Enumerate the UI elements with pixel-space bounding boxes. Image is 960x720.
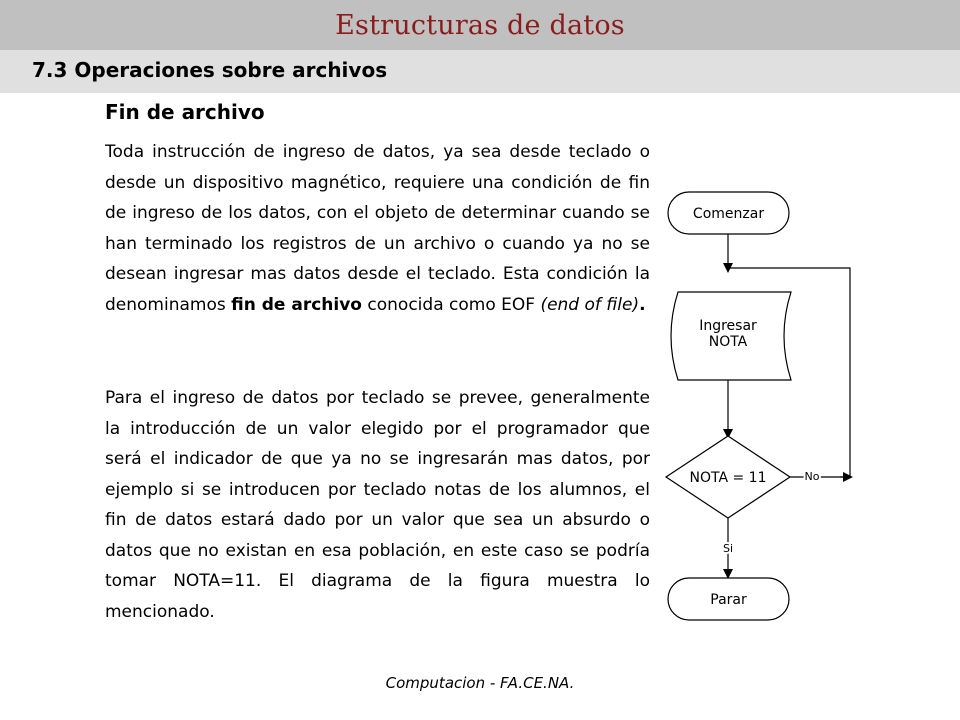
subtitle-bar [0,50,960,93]
flowchart-end-label: Parar [710,592,747,608]
para1-bold-term: fin de archivo [231,294,362,315]
flowchart-diagram [660,180,860,640]
flowchart-input-label-line2: NOTA [708,334,748,350]
flowchart-end-node [668,578,789,620]
flowchart-yes-label: Si [722,542,734,555]
paragraph-eof-definition [105,137,650,320]
flowchart-input-label-line1: Ingresar [699,318,757,334]
para1-text-end: . [639,294,646,315]
flowchart-start-node [668,192,789,234]
footer: Computacion - FA.CE.NA. [385,674,575,692]
flowchart-start-label: Comenzar [692,206,765,222]
paragraph-keyboard-input: Para el ingreso de datos por teclado se prevee, generalmente la introducción de un valor elegido por el programador que será el indicador de que ya no se ingresarán mas datos, por ejemplo si se introducen por teclado notas de los alumnos, el fin de datos estará dado por un valor que sea un absurdo o datos que no existan en esa población, en este caso se podría tomar NOTA=11. El diagrama de la figura muestra lo mencionado. [105,388,650,622]
para1-italic-term: (end of file) [540,294,640,315]
section-heading: Fin de archivo [105,100,265,124]
flowchart-decision-node [666,436,790,518]
flowchart-no-label: No [804,470,820,483]
slide-subtitle: 7.3 Operaciones sobre archivos [32,58,388,82]
para1-text-middle: conocida como EOF [362,294,541,315]
slide-title: Estructuras de datos [335,9,625,41]
title-bar [0,0,960,50]
flowchart-input-node [671,292,791,380]
para1-text-before: Toda instrucción de ingreso de datos, ya sea desde teclado o desde un dispositivo magnético, requiere una condición de fin de ingreso de los datos, con el objeto de determinar cuando se han terminado los registros de un archivo o cuando ya no se desean ingresar mas datos desde el teclado. Esta condición la denominamos [105,142,650,315]
flowchart-decision-label: NOTA = 11 [689,470,767,486]
